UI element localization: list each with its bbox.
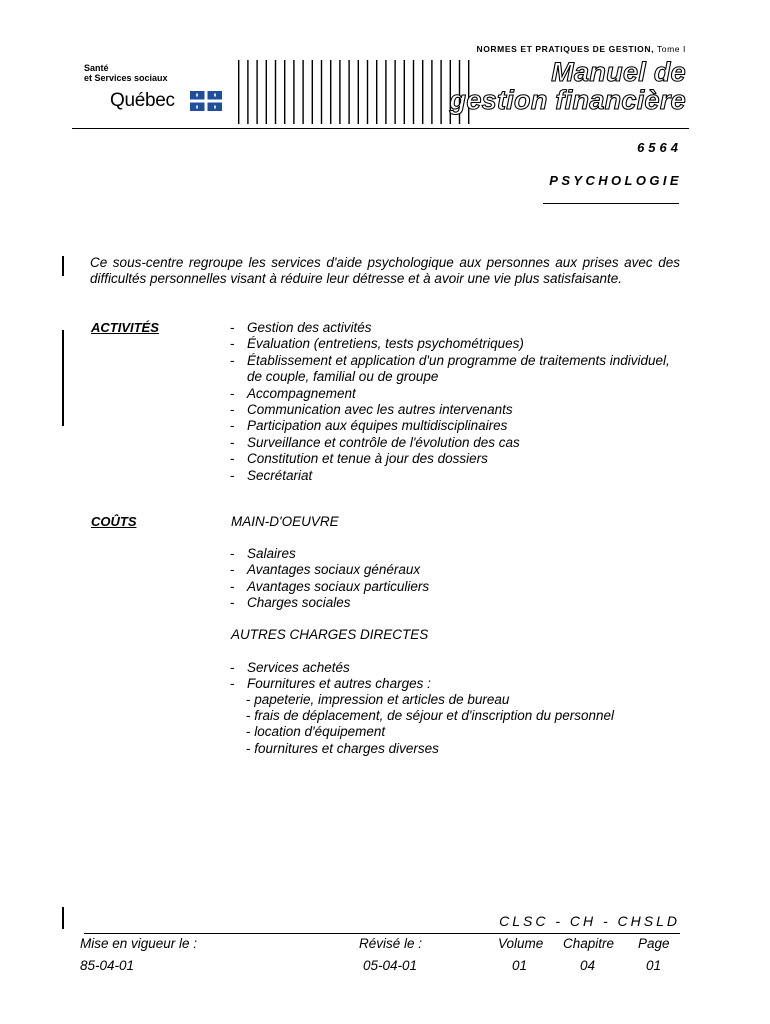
barcode-decoration [236,60,476,124]
intro-paragraph: Ce sous-centre regroupe les services d'aide psychologique aux personnes aux prises avec des difficultés personnelles visant à réduire leur détresse et à avoir une vie plus satisfaisante. [90,255,680,286]
logo-line-services: et Services sociaux [84,73,168,83]
page-label: Page [638,936,670,951]
sub-list-item: - location d'équipement [246,724,686,740]
manual-title-line-1: Manuel de [551,57,686,87]
revised-label: Révisé le : [359,936,423,951]
document-number: 6564 [637,140,682,155]
section-label-couts: COÛTS [91,514,137,529]
revision-bar [62,330,64,426]
list-item: - Salaires [230,546,682,562]
autres-charges-list [230,660,682,693]
barcode-line [238,60,239,124]
barcode-line [367,60,368,124]
barcode-line [413,60,414,124]
barcode-line [312,60,313,124]
volume-label: Volume [498,936,544,951]
list-item: - Évaluation (entretiens, tests psychométriques) [230,336,682,352]
list-item: - Participation aux équipes multidisciplinaires [230,418,682,434]
barcode-line [330,60,331,124]
revision-bar [62,907,64,929]
effective-label: Mise en vigueur le : [80,936,198,951]
barcode-line [256,60,257,124]
barcode-line [440,60,441,124]
revised-date: 05-04-01 [363,958,418,973]
list-item: - Avantages sociaux particuliers [230,579,682,595]
logo-quebec-wordmark: Québec [110,90,175,111]
main-oeuvre-list [230,546,682,612]
list-item: - Charges sociales [230,595,682,611]
page-value: 01 [646,958,662,973]
series-title: NORMES ET PRATIQUES DE GESTION, Tome I [476,44,686,54]
volume-value: 01 [512,958,528,973]
list-item: - Services achetés [230,660,682,676]
barcode-line [275,60,276,124]
list-item: - Fournitures et autres charges : [230,676,682,692]
manual-title [450,58,686,114]
manual-title-line-2: gestion financière [449,85,686,115]
barcode-line [404,60,405,124]
sub-list-item: - frais de déplacement, de séjour et d'inscription du personnel [246,708,686,724]
list-item: - Gestion des activités [230,320,682,336]
document-title: PSYCHOLOGIE [549,173,682,188]
barcode-line [385,60,386,124]
fournitures-sub-list [246,692,686,757]
title-underline [543,203,679,204]
barcode-line [431,60,432,124]
barcode-line [348,60,349,124]
barcode-line [284,60,285,124]
footer-divider [84,933,680,934]
establishment-types: CLSC - CH - CHSLD [499,913,680,929]
list-item: - Surveillance et contrôle de l'évolution des cas [230,435,682,451]
barcode-line [247,60,248,124]
barcode-line [339,60,340,124]
list-item: - Secrétariat [230,468,682,484]
barcode-line [302,60,303,124]
list-item: - Accompagnement [230,386,682,402]
barcode-line [266,60,267,124]
barcode-line [394,60,395,124]
list-item: - Avantages sociaux généraux [230,562,682,578]
quebec-flag-icon [190,91,222,111]
chapter-label: Chapitre [563,936,615,951]
list-item: - Établissement et application d'un programme de traitements individuel, de couple, familial ou de groupe [230,353,682,386]
effective-date: 85-04-01 [80,958,135,973]
barcode-line [376,60,377,124]
barcode-line [321,60,322,124]
list-item: - Constitution et tenue à jour des dossiers [230,451,682,467]
sub-list-item: - papeterie, impression et articles de bureau [246,692,686,708]
list-item: - Communication avec les autres intervenants [230,402,682,418]
revision-bar [62,256,64,276]
header-divider [72,128,689,129]
logo-line-sante: Santé [84,63,109,73]
autres-charges-heading: AUTRES CHARGES DIRECTES [231,627,429,642]
chapter-value: 04 [580,958,596,973]
barcode-line [422,60,423,124]
section-label-activites: ACTIVITÉS [91,320,159,335]
main-oeuvre-heading: MAIN-D'OEUVRE [231,514,339,529]
barcode-line [293,60,294,124]
ministry-logo-text [84,63,168,83]
barcode-line [358,60,359,124]
sub-list-item: - fournitures et charges diverses [246,741,686,757]
activites-list [230,320,682,484]
